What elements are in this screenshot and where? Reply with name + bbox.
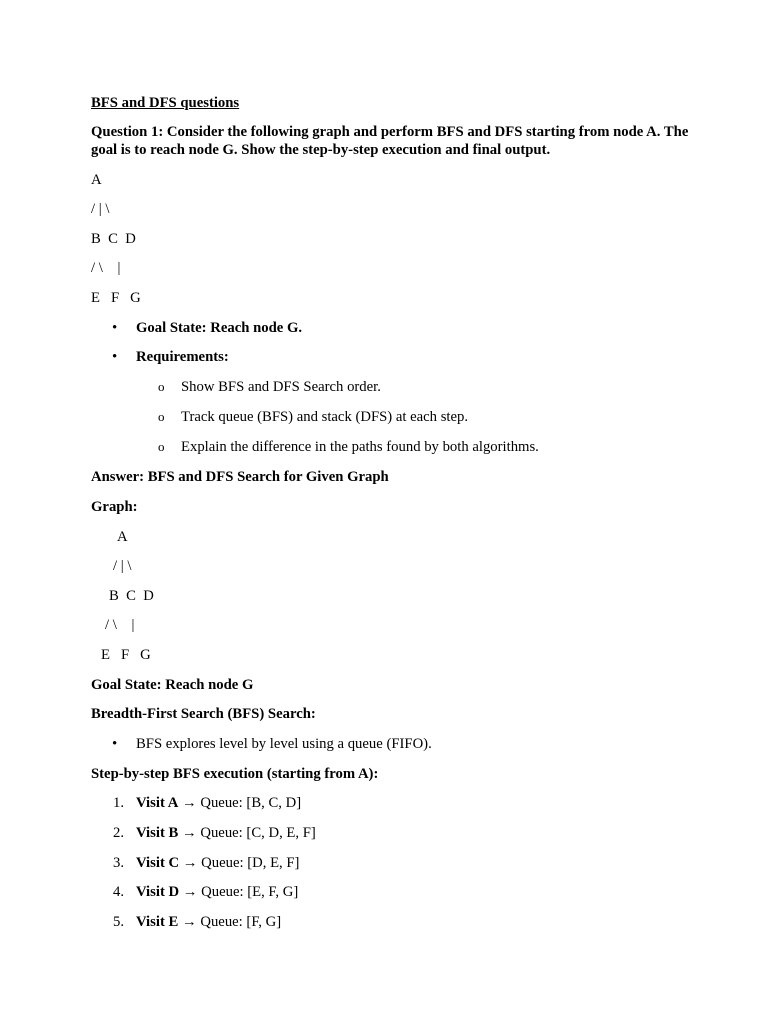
graph2-line: B C D — [109, 588, 154, 604]
arrow-icon: → — [181, 914, 197, 930]
step-number: 3. — [113, 855, 125, 871]
graph2-line: A — [117, 529, 128, 545]
graph-heading: Graph: — [91, 499, 138, 515]
list-item — [136, 824, 316, 842]
arrow-icon: → — [182, 855, 198, 871]
sub-bullet-mark: o — [158, 439, 165, 454]
graph1-line: A — [91, 172, 102, 188]
bullet-mark: • — [112, 320, 118, 336]
arrow-icon: → — [181, 825, 197, 841]
requirement-item: Track queue (BFS) and stack (DFS) at each step. — [181, 409, 469, 425]
question-text-line-2: goal is to reach node G. Show the step-by-step execution and final output. — [91, 142, 551, 158]
graph1-line: / \ | — [91, 260, 121, 276]
document-title: BFS and DFS questions — [91, 95, 240, 111]
step-number: 4. — [113, 884, 125, 900]
question-text-line-1: Question 1: Consider the following graph and perform BFS and DFS starting from node A. The — [91, 124, 689, 140]
sub-bullet-mark: o — [158, 379, 165, 394]
requirement-item: Explain the difference in the paths found by both algorithms. — [181, 439, 539, 455]
bfs-steps-heading: Step-by-step BFS execution (starting from A): — [91, 766, 379, 782]
step-visit: Visit D — [136, 884, 180, 900]
list-item — [136, 883, 298, 901]
step-queue: Queue: [E, F, G] — [201, 884, 299, 900]
list-item — [136, 794, 301, 812]
graph2-line: E F G — [101, 647, 151, 663]
sub-bullet-mark: o — [158, 409, 165, 424]
bfs-description: BFS explores level by level using a queue (FIFO). — [136, 736, 432, 752]
list-item — [136, 913, 281, 931]
step-number: 2. — [113, 825, 125, 841]
step-queue: Queue: [D, E, F] — [201, 855, 300, 871]
requirements-bullet: Requirements: — [136, 349, 229, 365]
list-item — [136, 854, 299, 872]
step-number: 5. — [113, 914, 125, 930]
graph2-line: / \ | — [105, 617, 135, 633]
goal-state-heading: Goal State: Reach node G — [91, 677, 254, 693]
step-queue: Queue: [F, G] — [200, 914, 282, 930]
step-number: 1. — [113, 795, 125, 811]
step-visit: Visit A — [136, 795, 179, 811]
graph2-line: / | \ — [113, 558, 132, 574]
requirement-item: Show BFS and DFS Search order. — [181, 379, 381, 395]
graph1-line: E F G — [91, 290, 141, 306]
step-queue: Queue: [C, D, E, F] — [200, 825, 316, 841]
arrow-icon: → — [181, 795, 197, 811]
bfs-heading: Breadth-First Search (BFS) Search: — [91, 706, 316, 722]
arrow-icon: → — [182, 884, 198, 900]
answer-heading: Answer: BFS and DFS Search for Given Graph — [91, 469, 389, 485]
graph1-line: / | \ — [91, 201, 110, 217]
step-visit: Visit E — [136, 914, 179, 930]
goal-state-bullet: Goal State: Reach node G. — [136, 320, 303, 336]
bullet-mark: • — [112, 349, 118, 365]
step-visit: Visit B — [136, 825, 179, 841]
bullet-mark: • — [112, 736, 118, 752]
step-queue: Queue: [B, C, D] — [200, 795, 302, 811]
graph1-line: B C D — [91, 231, 136, 247]
step-visit: Visit C — [136, 855, 180, 871]
